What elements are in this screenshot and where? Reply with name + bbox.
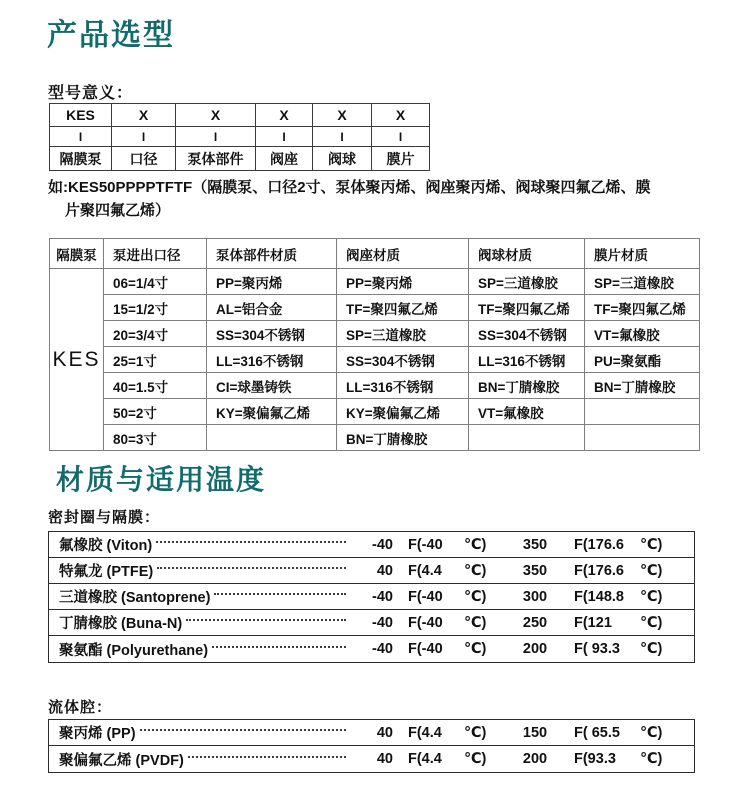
min-temp: -40 [372, 588, 393, 605]
model-code-table [49, 103, 430, 171]
code-cell: KES [50, 104, 112, 127]
max-temp-c: ℃) [640, 614, 663, 631]
min-temp-f: F(-40 [408, 641, 443, 657]
min-temp-f: F(4.4 [408, 562, 442, 579]
table-cell: VT=氟橡胶 [469, 399, 585, 425]
max-temp-c: ℃) [640, 562, 663, 579]
fluid-temp-table [48, 719, 695, 773]
max-temp-c: ℃) [640, 641, 663, 657]
table-cell [207, 425, 337, 451]
table-cell: 06=1/4寸 [104, 269, 207, 295]
table-cell: AL=铝合金 [207, 295, 337, 321]
dotted-leader [212, 646, 346, 648]
code-cell: X [372, 104, 430, 127]
table-cell [585, 425, 700, 451]
table-row [50, 321, 700, 347]
material-name: 丁腈橡胶 (Buna-N) [59, 616, 183, 632]
max-temp-f: F( 93.3 [574, 641, 620, 657]
min-temp-f: F(-40 [408, 536, 443, 553]
table-cell: SP=三道橡胶 [337, 321, 469, 347]
table-cell: LL=316不锈钢 [469, 347, 585, 373]
material-name: 聚氨酯 (Polyurethane) [59, 642, 209, 659]
table-cell: BN=丁腈橡胶 [469, 373, 585, 399]
material-name: 特氟龙 (PTFE) [59, 564, 154, 580]
min-temp: 40 [376, 751, 393, 767]
dotted-leader [140, 729, 346, 731]
dotted-leader [157, 567, 346, 569]
min-temp-c: ℃) [464, 562, 487, 579]
max-temp-f: F(93.3 [574, 751, 616, 767]
min-temp-c: ℃) [464, 751, 487, 767]
part-label-cell: 阀球 [313, 147, 372, 171]
seal-section-label: 密封圈与隔膜： [48, 509, 161, 526]
min-temp-c: ℃) [464, 588, 487, 605]
code-cell: X [112, 104, 176, 127]
min-temp-f: F(-40 [408, 614, 443, 631]
table-cell: 80=3寸 [104, 425, 207, 451]
table-row [50, 347, 700, 373]
part-label-cell: 膜片 [372, 147, 430, 171]
table-row [50, 104, 430, 127]
max-temp-f: F(121 [574, 614, 612, 631]
column-header: 泵体部件材质 [207, 239, 337, 269]
table-cell: 20=3/4寸 [104, 321, 207, 347]
min-temp: -40 [372, 536, 393, 553]
temp-row [49, 584, 694, 610]
column-header: 泵进出口径 [104, 239, 207, 269]
table-cell: 40=1.5寸 [104, 373, 207, 399]
max-temp-c: ℃) [640, 724, 663, 741]
max-temp: 150 [522, 724, 548, 741]
dotted-leader [186, 619, 346, 621]
table-cell [585, 399, 700, 425]
max-temp-f: F( 65.5 [574, 724, 620, 741]
table-cell: PP=聚丙烯 [207, 269, 337, 295]
column-header: 膜片材质 [585, 239, 700, 269]
max-temp-c: ℃) [640, 536, 663, 553]
table-cell: 15=1/2寸 [104, 295, 207, 321]
temp-row [49, 636, 694, 662]
temp-row [49, 610, 694, 636]
table-cell: BN=丁腈橡胶 [337, 425, 469, 451]
column-header: 阀座材质 [337, 239, 469, 269]
column-header: 隔膜泵 [50, 239, 104, 269]
part-label-cell: 泵体部件 [176, 147, 256, 171]
model-meaning-label: 型号意义： [48, 85, 134, 102]
connector-cell: I [112, 127, 176, 147]
series-cell: KES [50, 269, 104, 451]
table-cell [469, 425, 585, 451]
model-example [48, 176, 716, 222]
table-row [50, 399, 700, 425]
max-temp-f: F(148.8 [574, 588, 624, 605]
table-cell: LL=316不锈钢 [207, 347, 337, 373]
material-name: 氟橡胶 (Viton) [59, 538, 153, 554]
table-cell: BN=丁腈橡胶 [585, 373, 700, 399]
connector-cell: I [313, 127, 372, 147]
model-example-line2: 片聚四氟乙烯） [65, 202, 171, 219]
max-temp-f: F(176.6 [574, 562, 624, 579]
table-row [50, 147, 430, 171]
table-cell: KY=聚偏氟乙烯 [207, 399, 337, 425]
min-temp-f: F(-40 [408, 588, 443, 605]
table-cell: PU=聚氨酯 [585, 347, 700, 373]
column-header: 阀球材质 [469, 239, 585, 269]
table-cell: 25=1寸 [104, 347, 207, 373]
table-cell: LL=316不锈钢 [337, 373, 469, 399]
table-row [50, 127, 430, 147]
dotted-leader [156, 541, 346, 543]
table-cell: KY=聚偏氟乙烯 [337, 399, 469, 425]
min-temp: -40 [372, 614, 393, 631]
table-cell: TF=聚四氟乙烯 [585, 295, 700, 321]
max-temp: 200 [522, 751, 548, 767]
table-row [50, 425, 700, 451]
table-cell: TF=聚四氟乙烯 [337, 295, 469, 321]
min-temp-f: F(4.4 [408, 751, 442, 767]
connector-cell: I [50, 127, 112, 147]
fluid-section-label: 流体腔： [48, 699, 113, 716]
table-row [50, 269, 700, 295]
connector-cell: I [256, 127, 313, 147]
table-cell: VT=氟橡胶 [585, 321, 700, 347]
selection-table [49, 238, 700, 451]
material-name: 聚丙烯 (PP) [59, 726, 136, 742]
max-temp-c: ℃) [640, 588, 663, 605]
section-title-materials: 材质与适用温度 [56, 464, 267, 495]
max-temp: 350 [522, 562, 548, 579]
temp-row [49, 558, 694, 584]
table-header-row [50, 239, 700, 269]
table-cell: CI=球墨铸铁 [207, 373, 337, 399]
page-title: 产品选型 [47, 19, 175, 52]
code-cell: X [313, 104, 372, 127]
material-name: 三道橡胶 (Santoprene) [59, 590, 211, 606]
connector-cell: I [372, 127, 430, 147]
table-cell: SP=三道橡胶 [469, 269, 585, 295]
code-cell: X [176, 104, 256, 127]
min-temp-c: ℃) [464, 641, 487, 657]
table-row [50, 373, 700, 399]
min-temp: 40 [376, 724, 393, 741]
temp-row [49, 720, 694, 746]
min-temp-c: ℃) [464, 724, 487, 741]
max-temp: 350 [522, 536, 548, 553]
table-cell: SS=304不锈钢 [207, 321, 337, 347]
max-temp: 300 [522, 588, 548, 605]
connector-cell: I [176, 127, 256, 147]
model-example-line1: 如:KES50PPPPTFTF（隔膜泵、口径2寸、泵体聚丙烯、阀座聚丙烯、阀球聚四氟乙烯、膜 [48, 179, 651, 196]
table-cell: SS=304不锈钢 [337, 347, 469, 373]
table-cell: TF=聚四氟乙烯 [469, 295, 585, 321]
min-temp-c: ℃) [464, 536, 487, 553]
dotted-leader [188, 756, 346, 758]
min-temp-f: F(4.4 [408, 724, 442, 741]
table-cell: PP=聚丙烯 [337, 269, 469, 295]
table-cell: SP=三道橡胶 [585, 269, 700, 295]
part-label-cell: 隔膜泵 [50, 147, 112, 171]
min-temp: 40 [376, 562, 393, 579]
min-temp-c: ℃) [464, 614, 487, 631]
max-temp-c: ℃) [640, 751, 663, 767]
table-cell: SS=304不锈钢 [469, 321, 585, 347]
max-temp: 200 [522, 641, 548, 657]
temp-row [49, 746, 694, 772]
dotted-leader [214, 593, 346, 595]
part-label-cell: 阀座 [256, 147, 313, 171]
temp-row [49, 532, 694, 558]
max-temp: 250 [522, 614, 548, 631]
material-name: 聚偏氟乙烯 (PVDF) [59, 752, 184, 769]
min-temp: -40 [372, 641, 393, 657]
seal-temp-table [48, 531, 695, 663]
part-label-cell: 口径 [112, 147, 176, 171]
max-temp-f: F(176.6 [574, 536, 624, 553]
table-row [50, 295, 700, 321]
table-cell: 50=2寸 [104, 399, 207, 425]
code-cell: X [256, 104, 313, 127]
